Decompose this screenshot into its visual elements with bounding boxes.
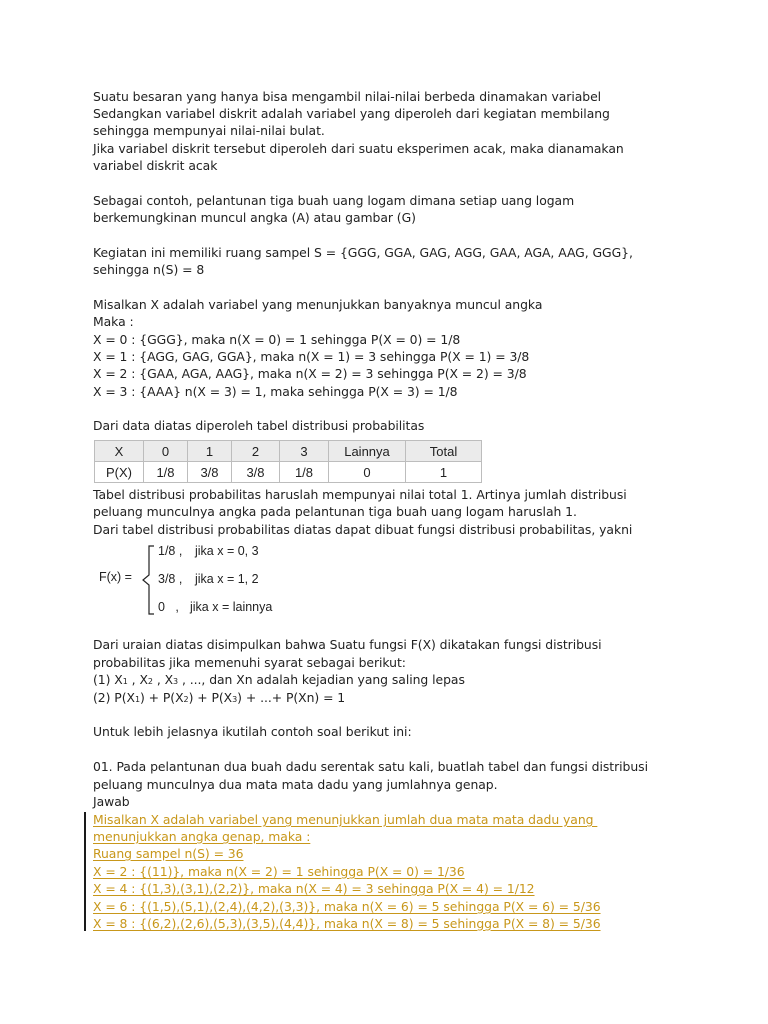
subscript: 2	[183, 695, 189, 704]
curly-brace-icon	[140, 544, 160, 616]
subscript: 2	[147, 677, 153, 686]
question-line: peluang munculnya dua mata mata dadu yang jumlahnya genap.	[93, 777, 498, 792]
answer-link[interactable]: Misalkan X adalah variabel yang menunjukkan jumlah dua mata mata dadu yang	[93, 812, 598, 827]
text-line: Untuk lebih jelasnya ikutilah contoh soal berikut ini:	[93, 724, 412, 739]
table-cell: 2	[232, 441, 280, 462]
text-line: peluang munculnya angka pada pelantunan tiga buah uang logam haruslah 1.	[93, 504, 577, 519]
subscript: 3	[232, 695, 238, 704]
text-line: Misalkan X adalah variabel yang menunjukkan banyaknya muncul angka	[93, 297, 543, 312]
probability-distribution-table	[94, 440, 482, 483]
text-line: sehingga n(S) = 8	[93, 262, 205, 277]
subscript: 1	[134, 695, 140, 704]
answer-link[interactable]: Ruang sampel n(S) = 36	[93, 846, 244, 861]
table-cell: 1/8	[144, 462, 188, 483]
table-cell: 0	[144, 441, 188, 462]
table-cell: 3/8	[232, 462, 280, 483]
text-line: probabilitas jika memenuhi syarat sebagai berikut:	[93, 655, 406, 670]
table-cell: 1	[406, 462, 482, 483]
text-line: Jika variabel diskrit tersebut diperoleh dari suatu eksperimen acak, maka dianamakan	[93, 141, 624, 156]
text-line: Kegiatan ini memiliki ruang sampel S = {GGG, GGA, GAG, AGG, GAA, AGA, AAG, GGG},	[93, 245, 633, 260]
answer-link[interactable]: X = 8 : {(6,2),(2,6),(5,3),(3,5),(4,4)}, maka n(X = 8) = 5 sehingga P(X = 8) = 5/36	[93, 916, 601, 931]
text-line: variabel diskrit acak	[93, 158, 218, 173]
table-cell: 1	[188, 441, 232, 462]
function-lhs: F(x) =	[99, 570, 132, 584]
answer-label: Jawab	[93, 794, 130, 809]
text-segment: (1) X	[93, 672, 123, 687]
table-cell: 3/8	[188, 462, 232, 483]
table-cell: X	[95, 441, 144, 462]
text-line: sehingga mempunyai nilai-nilai bulat.	[93, 123, 325, 138]
table-intro: Dari data diatas diperoleh tabel distribusi probabilitas	[93, 418, 425, 433]
condition-1	[93, 671, 465, 690]
case-value: 1/8 ,	[158, 544, 183, 558]
subscript: 1	[122, 677, 128, 686]
subscript: 3	[173, 677, 179, 686]
table-header-row	[95, 441, 482, 462]
text-line: Dari tabel distribusi probabilitas diatas dapat dibuat fungsi distribusi probabilitas, yakni	[93, 522, 633, 537]
text-segment: , ..., dan Xn adalah kejadian yang saling lepas	[178, 672, 465, 687]
table-cell: Total	[406, 441, 482, 462]
text-line: Sedangkan variabel diskrit adalah variabel yang diperoleh dari kegiatan membilang	[93, 106, 610, 121]
text-line: Sebagai contoh, pelantunan tiga buah uang logam dimana setiap uang logam	[93, 193, 575, 208]
case-value: 0 ,	[158, 600, 179, 614]
text-segment: , X	[127, 672, 148, 687]
text-line: Tabel distribusi probabilitas haruslah mempunyai nilai total 1. Artinya jumlah distribusi	[93, 487, 627, 502]
answer-link[interactable]: X = 6 : {(1,5),(5,1),(2,4),(4,2),(3,3)}, maka n(X = 6) = 5 sehingga P(X = 6) = 5/36	[93, 899, 601, 914]
answer-link[interactable]: menunjukkan angka genap, maka :	[93, 829, 311, 844]
text-line: X = 1 : {AGG, GAG, GGA}, maka n(X = 1) = 3 sehingga P(X = 1) = 3/8	[93, 349, 530, 364]
answer-link[interactable]: X = 2 : {(11)}, maka n(X = 2) = 1 sehingga P(X = 0) = 1/36	[93, 864, 465, 879]
text-line: X = 3 : {AAA} n(X = 3) = 1, maka sehingga P(X = 3) = 1/8	[93, 384, 458, 399]
table-cell: P(X)	[95, 462, 144, 483]
text-segment: , X	[152, 672, 174, 687]
condition-2	[93, 689, 345, 708]
table-cell: 1/8	[280, 462, 329, 483]
text-line: berkemungkinan muncul angka (A) atau gambar (G)	[93, 210, 416, 225]
text-line: X = 2 : {GAA, AGA, AAG}, maka n(X = 2) = 3 sehingga P(X = 2) = 3/8	[93, 366, 527, 381]
text-line: Suatu besaran yang hanya bisa mengambil nilai-nilai berbeda dinamakan variabel	[93, 89, 602, 104]
answer-quote-bar	[84, 812, 86, 931]
table-cell: Lainnya	[329, 441, 406, 462]
text-line: Maka :	[93, 314, 134, 329]
text-line: X = 0 : {GGG}, maka n(X = 0) = 1 sehingga P(X = 0) = 1/8	[93, 332, 461, 347]
case-condition: jika x = 0, 3	[195, 544, 259, 558]
question-line: 01. Pada pelantunan dua buah dadu serentak satu kali, buatlah tabel dan fungsi distribusi	[93, 759, 648, 774]
text-segment: ) + P(X	[139, 690, 184, 705]
table-cell: 0	[329, 462, 406, 483]
text-line: Dari uraian diatas disimpulkan bahwa Suatu fungsi F(X) dikatakan fungsi distribusi	[93, 637, 602, 652]
answer-link[interactable]: X = 4 : {(1,3),(3,1),(2,2)}, maka n(X = 4) = 3 sehingga P(X = 4) = 1/12	[93, 881, 535, 896]
table-row	[95, 462, 482, 483]
case-value: 3/8 ,	[158, 572, 183, 586]
text-segment: (2) P(X	[93, 690, 135, 705]
text-segment: ) + ...+ P(Xn) = 1	[237, 690, 346, 705]
table-cell: 3	[280, 441, 329, 462]
case-condition: jika x = lainnya	[190, 600, 273, 614]
case-condition: jika x = 1, 2	[195, 572, 259, 586]
text-segment: ) + P(X	[188, 690, 233, 705]
